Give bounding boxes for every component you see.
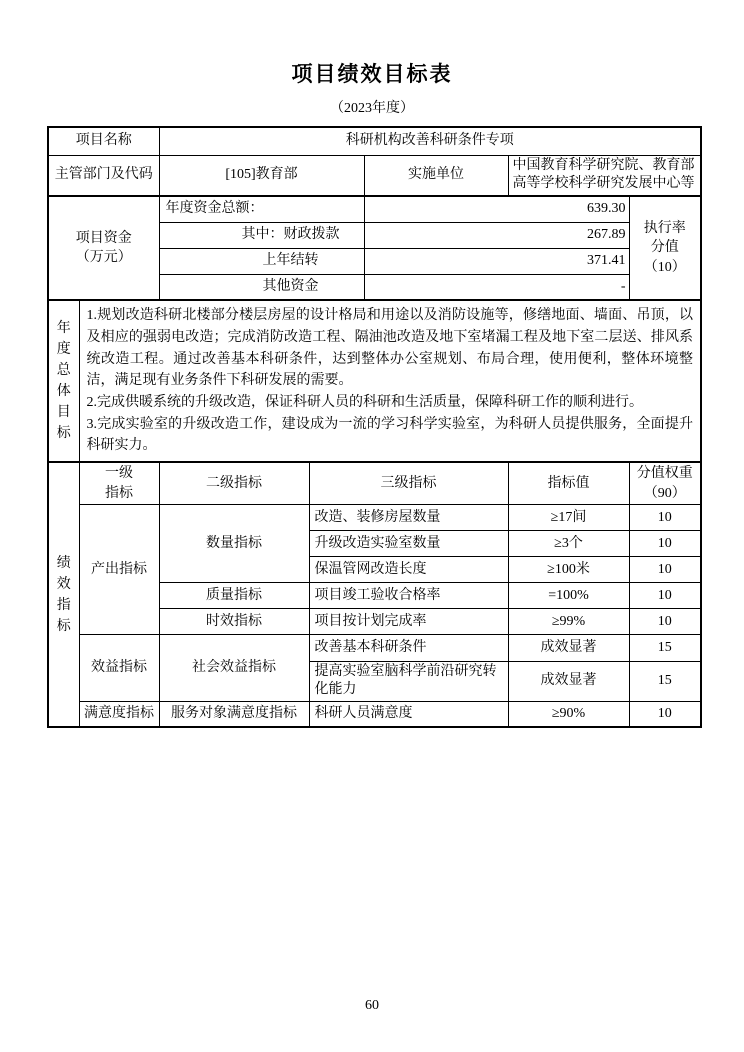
header-level1: 一级 指标	[79, 462, 159, 505]
indicator-weight: 10	[629, 583, 701, 609]
level2-service-satisfaction: 服务对象满意度指标	[159, 701, 309, 727]
goal-item-3: 3.完成实验室的升级改造工作，建设成为一流的学习科学实验室，为科研人员提供服务，全面提升科研实力。	[86, 416, 694, 454]
level3-indicator: 改善基本科研条件	[309, 635, 508, 662]
indicator-value: ≥100米	[508, 557, 629, 583]
funds-row-total-label: 年度资金总额：	[159, 196, 364, 222]
level3-indicator: 保温管网改造长度	[309, 557, 508, 583]
funds-row-fiscal-value: 267.89	[364, 222, 629, 248]
funds-row-fiscal-label: 其中：财政拨款	[159, 222, 364, 248]
funds-row-total-value: 639.30	[364, 196, 629, 222]
annual-goals-text	[79, 300, 701, 462]
level3-indicator: 项目按计划完成率	[309, 609, 508, 635]
indicator-weight: 10	[629, 531, 701, 557]
funds-row-other-value: -	[364, 274, 629, 300]
header-weight: 分值权重 （90）	[629, 462, 701, 505]
indicator-value: =100%	[508, 583, 629, 609]
page-subtitle: （2023年度）	[330, 101, 414, 116]
header-value: 指标值	[508, 462, 629, 505]
indicators-label: 绩效指标	[48, 462, 79, 727]
indicator-value: ≥99%	[508, 609, 629, 635]
indicator-weight: 10	[629, 609, 701, 635]
indicator-weight: 10	[629, 701, 701, 727]
indicator-row	[48, 505, 701, 531]
indicator-weight: 15	[629, 635, 701, 662]
unit-label: 实施单位	[364, 155, 508, 196]
annual-goals-label: 年度总体目标	[48, 300, 79, 462]
indicator-row	[48, 635, 701, 662]
funds-row-carryover-label: 上年结转	[159, 248, 364, 274]
level1-output: 产出指标	[79, 505, 159, 635]
level2-timeliness: 时效指标	[159, 609, 309, 635]
indicator-value: ≥90%	[508, 701, 629, 727]
execution-rate-score: 执行率 分值 （10）	[629, 196, 701, 300]
level3-indicator: 改造、装修房屋数量	[309, 505, 508, 531]
header-level3: 三级指标	[309, 462, 508, 505]
unit-value: 中国教育科学研究院、教育部高等学校科学研究发展中心等	[508, 155, 701, 196]
indicator-row	[48, 701, 701, 727]
level3-indicator: 科研人员满意度	[309, 701, 508, 727]
level3-indicator: 提高实验室脑科学前沿研究转化能力	[309, 662, 508, 701]
level2-social-benefit: 社会效益指标	[159, 635, 309, 701]
indicator-weight: 10	[629, 557, 701, 583]
level1-satisfaction: 满意度指标	[79, 701, 159, 727]
goal-item-1: 1.规划改造科研北楼部分楼层房屋的设计格局和用途以及消防设施等，修缮地面、墙面、吊顶，以及相应的强弱电改造；完成消防改造工程、隔油池改造及地下室堵漏工程及地下室二层送、排风系统改造工程。通过改善基本科研条件，达到整体办公室规划、布局合理，使用便利，整体环境整洁，满足现有业务条件下科研发展的需要。	[86, 308, 694, 389]
goal-item-2: 2.完成供暖系统的升级改造，保证科研人员的科研和生活质量，保障科研工作的顺利进行。	[86, 395, 643, 411]
department-code: [105]教育部	[159, 155, 364, 196]
page-number: 60	[365, 998, 379, 1013]
department-label: 主管部门及代码	[48, 155, 159, 196]
indicator-value: 成效显著	[508, 662, 629, 701]
funds-label: 项目资金 （万元）	[48, 196, 159, 300]
funds-row-carryover-value: 371.41	[364, 248, 629, 274]
indicator-value: ≥3个	[508, 531, 629, 557]
indicator-value: ≥17间	[508, 505, 629, 531]
page-title: 项目绩效目标表	[291, 63, 453, 86]
funds-row-other-label: 其他资金	[159, 274, 364, 300]
indicator-value: 成效显著	[508, 635, 629, 662]
indicator-weight: 15	[629, 662, 701, 701]
project-name-label: 项目名称	[48, 127, 159, 155]
indicator-weight: 10	[629, 505, 701, 531]
level2-quantity: 数量指标	[159, 505, 309, 583]
level3-indicator: 项目竣工验收合格率	[309, 583, 508, 609]
level2-quality: 质量指标	[159, 583, 309, 609]
performance-target-table	[47, 126, 702, 728]
header-level2: 二级指标	[159, 462, 309, 505]
level3-indicator: 升级改造实验室数量	[309, 531, 508, 557]
level1-benefit: 效益指标	[79, 635, 159, 701]
project-name-value: 科研机构改善科研条件专项	[159, 127, 701, 155]
